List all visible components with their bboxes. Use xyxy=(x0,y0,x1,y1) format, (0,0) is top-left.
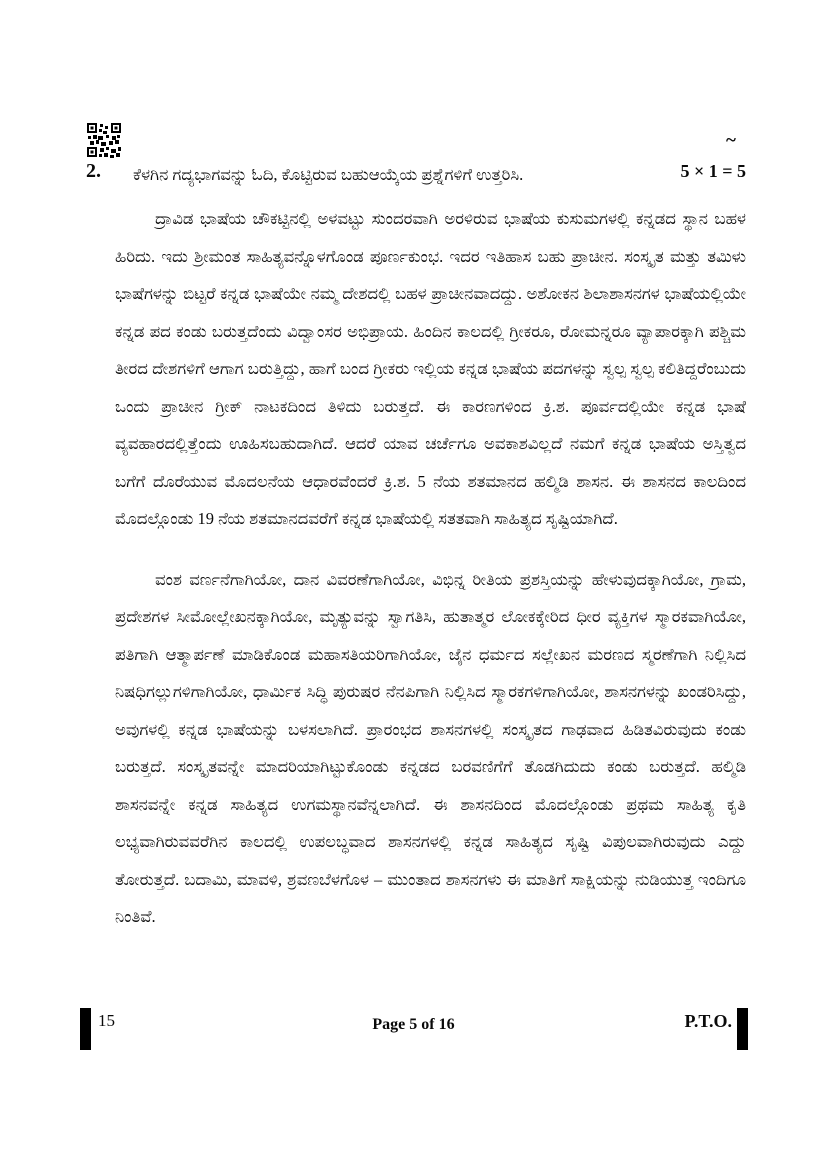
question-number: 2. xyxy=(86,160,101,182)
question-marks: 5 × 1 = 5 xyxy=(680,161,746,181)
footer-right-bar xyxy=(737,1008,748,1050)
passage-body xyxy=(115,200,746,959)
passage-paragraph-2: ವಂಶ ವರ್ಣನೆಗಾಗಿಯೋ, ದಾನ ವಿವರಣೆಗಾಗಿಯೋ, ವಿಭಿನ್ನ ರೀತಿಯ ಪ್ರಶಸ್ತಿಯನ್ನು ಹೇಳುವುದಕ್ಕಾಗಿಯೋ, ಗ್ರಾಮ, ಪ್ರದೇಶಗಳ ಸೀಮೋಲ್ಲೇಖನಕ್ಕಾಗಿಯೋ, ಮೃತ್ಯುವನ್ನು ಸ್ವಾಗತಿಸಿ, ಹುತಾತ್ಮರ ಲೋಕಕ್ಕೇರಿದ ಧೀರ ವ್ಯಕ್ತಿಗಳ ಸ್ಮಾರಕವಾಗಿಯೋ, ಪತಿಗಾಗಿ ಆತ್ಮಾರ್ಪಣೆ ಮಾಡಿಕೊಂಡ ಮಹಾಸತಿಯರಿಗಾಗಿಯೋ, ಜೈನ ಧರ್ಮದ ಸಲ್ಲೇಖನ ಮರಣದ ಸ್ಮರಣೆಗಾಗಿ ನಿಲ್ಲಿಸಿದ ನಿಷಧಿಗಲ್ಲುಗಳಿಗಾಗಿಯೋ, ಧಾರ್ಮಿಕ ಸಿದ್ಧಿ ಪುರುಷರ ನೆನಪಿಗಾಗಿ ನಿಲ್ಲಿಸಿದ ಸ್ಮಾರಕಗಳಿಗಾಗಿಯೋ, ಶಾಸನಗಳನ್ನು ಖಂಡರಿಸಿದ್ದು, ಅವುಗಳಲ್ಲಿ ಕನ್ನಡ ಭಾಷೆಯನ್ನು ಬಳಸಲಾಗಿದೆ. ಪ್ರಾರಂಭದ ಶಾಸನಗಳಲ್ಲಿ ಸಂಸ್ಕೃತದ ಗಾಢವಾದ ಹಿಡಿತವಿರುವುದು ಕಂಡು ಬರುತ್ತದೆ. ಸಂಸ್ಕೃತವನ್ನೇ ಮಾದರಿಯಾಗಿಟ್ಟುಕೊಂಡು ಕನ್ನಡದ ಬರವಣಿಗೆಗೆ ತೊಡಗಿದುದು ಕಂಡು ಬರುತ್ತದೆ. ಹಲ್ಮಿಡಿ ಶಾಸನವನ್ನೇ ಕನ್ನಡ ಸಾಹಿತ್ಯದ ಉಗಮಸ್ಥಾನವೆನ್ನಲಾಗಿದೆ. ಈ ಶಾಸನದಿಂದ ಮೊದಲ್ಗೊಂಡು ಪ್ರಥಮ ಸಾಹಿತ್ಯ ಕೃತಿ ಲಭ್ಯವಾಗಿರುವವರೆಗಿನ ಕಾಲದಲ್ಲಿ ಉಪಲಬ್ಧವಾದ ಶಾಸನಗಳಲ್ಲಿ ಕನ್ನಡ ಸಾಹಿತ್ಯದ ಸೃಷ್ಟಿ ವಿಪುಲವಾಗಿರುವುದು ಎದ್ದು ತೋರುತ್ತದೆ. ಬದಾಮಿ, ಮಾವಳಿ, ಶ್ರವಣಬೆಳಗೊಳ – ಮುಂತಾದ ಶಾಸನಗಳು ಈ ಮಾತಿಗೆ ಸಾಕ್ಷಿಯನ್ನು ನುಡಿಯುತ್ತ ಇಂದಿಗೂ ನಿಂತಿವೆ. xyxy=(115,569,746,926)
qr-code-icon xyxy=(87,123,121,159)
question-header xyxy=(86,160,746,188)
footer-code-number: 15 xyxy=(98,1011,115,1030)
page-footer xyxy=(0,1008,827,1056)
footer-page-label: Page 5 of 16 xyxy=(372,1016,455,1033)
tilde-mark: ~ xyxy=(726,130,737,151)
passage-paragraph-1: ದ್ರಾವಿಡ ಭಾಷೆಯ ಚೌಕಟ್ಟಿನಲ್ಲಿ ಅಳವಟ್ಟು ಸುಂದರವಾಗಿ ಅರಳಿರುವ ಭಾಷೆಯ ಕುಸುಮಗಳಲ್ಲಿ ಕನ್ನಡದ ಸ್ಥಾನ ಬಹಳ ಹಿರಿದು. ಇದು ಶ್ರೀಮಂತ ಸಾಹಿತ್ಯವನ್ನೊಳಗೊಂಡ ಪೂರ್ಣಕುಂಭ. ಇದರ ಇತಿಹಾಸ ಬಹು ಪ್ರಾಚೀನ. ಸಂಸ್ಕೃತ ಮತ್ತು ತಮಿಳು ಭಾಷೆಗಳನ್ನು ಬಿಟ್ಟರೆ ಕನ್ನಡ ಭಾಷೆಯೇ ನಮ್ಮ ದೇಶದಲ್ಲಿ ಬಹಳ ಪ್ರಾಚೀನವಾದದ್ದು. ಅಶೋಕನ ಶಿಲಾಶಾಸನಗಳ ಭಾಷೆಯಲ್ಲಿಯೇ ಕನ್ನಡ ಪದ ಕಂಡು ಬರುತ್ತದೆಂದು ವಿದ್ವಾಂಸರ ಅಭಿಪ್ರಾಯ. ಹಿಂದಿನ ಕಾಲದಲ್ಲಿ ಗ್ರೀಕರೂ, ರೋಮನ್ನರೂ ವ್ಯಾಪಾರಕ್ಕಾಗಿ ಪಶ್ಚಿಮ ತೀರದ ದೇಶಗಳಿಗೆ ಆಗಾಗ ಬರುತ್ತಿದ್ದು, ಹಾಗೆ ಬಂದ ಗ್ರೀಕರು ಇಲ್ಲಿಯ ಕನ್ನಡ ಭಾಷೆಯ ಪದಗಳನ್ನು ಸ್ವಲ್ಪ ಸ್ವಲ್ಪ ಕಲಿತಿದ್ದರೆಂಬುದು ಒಂದು ಪ್ರಾಚೀನ ಗ್ರೀಕ್ ನಾಟಕದಿಂದ ತಿಳಿದು ಬರುತ್ತದೆ. ಈ ಕಾರಣಗಳಿಂದ ಕ್ರಿ.ಶ. ಪೂರ್ವದಲ್ಲಿಯೇ ಕನ್ನಡ ಭಾಷೆ ವ್ಯವಹಾರದಲ್ಲಿತ್ತೆಂದು ಊಹಿಸಬಹುದಾಗಿದೆ. ಆದರೆ ಯಾವ ಚರ್ಚೆಗೂ ಅವಕಾಶವಿಲ್ಲದೆ ನಮಗೆ ಕನ್ನಡ ಭಾಷೆಯ ಅಸ್ತಿತ್ವದ ಬಗೆಗೆ ದೊರೆಯುವ ಮೊದಲನೆಯ ಆಧಾರವೆಂದರೆ ಕ್ರಿ.ಶ. 5 ನೆಯ ಶತಮಾನದ ಹಲ್ಮಿಡಿ ಶಾಸನ. ಈ ಶಾಸನದ ಕಾಲದಿಂದ ಮೊದಲ್ಗೊಂಡು 19 ನೆಯ ಶತಮಾನದವರೆಗೆ ಕನ್ನಡ ಭಾಷೆಯಲ್ಲಿ ಸತತವಾಗಿ ಸಾಹಿತ್ಯದ ಸೃಷ್ಟಿಯಾಗಿದೆ. xyxy=(115,209,746,528)
question-instruction: ಕೆಳಗಿನ ಗದ್ಯಭಾಗವನ್ನು ಓದಿ, ಕೊಟ್ಟಿರುವ ಬಹುಆಯ್ಕೆಯ ಪ್ರಶ್ನೆಗಳಿಗೆ ಉತ್ತರಿಸಿ. xyxy=(133,165,524,184)
qr-code-icon xyxy=(87,123,121,159)
footer-pto-label: P.T.O. xyxy=(684,1011,732,1031)
footer-right-group xyxy=(684,1008,748,1050)
